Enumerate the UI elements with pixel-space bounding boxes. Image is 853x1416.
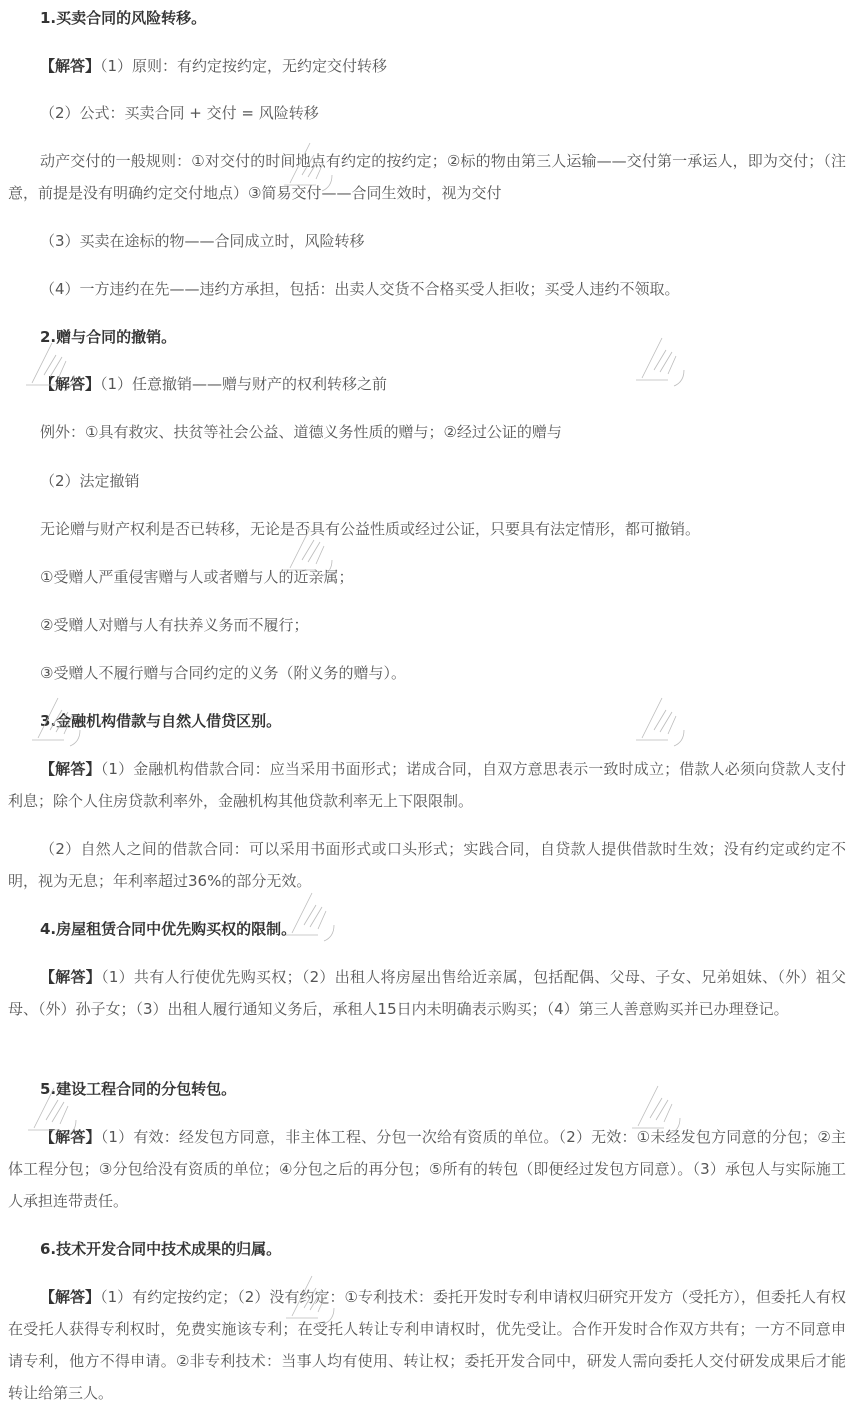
section-6-paragraph: 【解答】（1）有约定按约定；（2）没有约定：①专利技术：委托开发时专利申请权归研究开发方（受托方），但委托人有权在受托人获得专利权时，免费实施该专利；在受托人转让专利申请权时，优先受让。合作开发时合作双方共有；一方不同意申请专利，他方不得申请。②非专利技术：当事人均有使用、转让权；委托开发合同中，研发人需向委托人交付研发成果后才能转让给第三人。 [8,1288,846,1402]
section-2-item-1: ①受赠人严重侵害赠与人或者赠与人的近亲属； [40,568,354,586]
section-2-heading: 2.赠与合同的撤销。 [40,328,177,346]
section-3-paragraph-1: 【解答】（1）金融机构借款合同：应当采用书面形式；诺成合同，自双方意思表示一致时成立；借款人必须向贷款人支付利息；除个人住房贷款利率外，金融机构其他贷款利率无上下限限制。 [8,760,846,810]
answer-label: 【解答】 [40,1288,101,1306]
answer-label: 【解答】 [40,760,101,778]
section-1-delivery-rules: 动产交付的一般规则：①对交付的时间地点有约定的按约定；②标的物由第三人运输——交付第一承运人，即为交付；（注意，前提是没有明确约定交付地点）③简易交付——合同生效时，视为交付 [8,152,846,202]
section-2-legal-revocation: （2）法定撤销 [40,472,140,490]
section-2-exception: 例外：①具有救灾、扶贫等社会公益、道德义务性质的赠与；②经过公证的赠与 [40,423,562,441]
section-2-item-3: ③受赠人不履行赠与合同约定的义务（附义务的赠与）。 [40,664,406,682]
answer-label: 【解答】 [40,57,101,75]
section-4-heading: 4.房屋租赁合同中优先购买权的限制。 [40,920,297,938]
section-1-breach: （4）一方违约在先——违约方承担，包括：出卖人交货不合格买受人拒收；买受人违约不领取。 [40,280,680,298]
section-2-item-2: ②受赠人对赠与人有扶养义务而不履行； [40,616,309,634]
watermark-icon [632,690,722,750]
section-1-in-transit: （3）买卖在途标的物——合同成立时，风险转移 [40,232,365,250]
section-1-heading: 1.买卖合同的风险转移。 [40,9,207,27]
section-1-formula: （2）公式：买卖合同 + 交付 = 风险转移 [40,104,319,122]
section-1-paragraph: 【解答】（1）原则：有约定按约定，无约定交付转移 [40,57,388,75]
section-5-heading: 5.建设工程合同的分包转包。 [40,1080,237,1098]
section-4-paragraph: 【解答】（1）共有人行使优先购买权；（2）出租人将房屋出售给近亲属，包括配偶、父母、子女、兄弟姐妹、（外）祖父母、（外）孙子女；（3）出租人履行通知义务后，承租人15日内未明确表示购买；（4）第三人善意购买并已办理登记。 [8,968,846,1018]
section-5-paragraph: 【解答】（1）有效：经发包方同意，非主体工程、分包一次给有资质的单位。（2）无效：①未经发包方同意的分包；②主体工程分包；③分包给没有资质的单位；④分包之后的再分包；⑤所有的转包（即便经过发包方同意）。（3）承包人与实际施工人承担连带责任。 [8,1128,846,1210]
section-2-regardless: 无论赠与财产权利是否已转移，无论是否具有公益性质或经过公证，只要具有法定情形，都可撤销。 [40,520,701,538]
answer-label: 【解答】 [40,968,102,986]
section-3-paragraph-2: （2）自然人之间的借款合同：可以采用书面形式或口头形式；实践合同，自贷款人提供借款时生效；没有约定或约定不明，视为无息；年利率超过36%的部分无效。 [8,840,846,890]
answer-label: 【解答】 [40,375,101,393]
section-6-heading: 6.技术开发合同中技术成果的归属。 [40,1240,282,1258]
section-3-heading: 3.金融机构借款与自然人借贷区别。 [40,712,282,730]
answer-label: 【解答】 [40,1128,101,1146]
section-2-paragraph: 【解答】（1）任意撤销——赠与财产的权利转移之前 [40,375,388,393]
